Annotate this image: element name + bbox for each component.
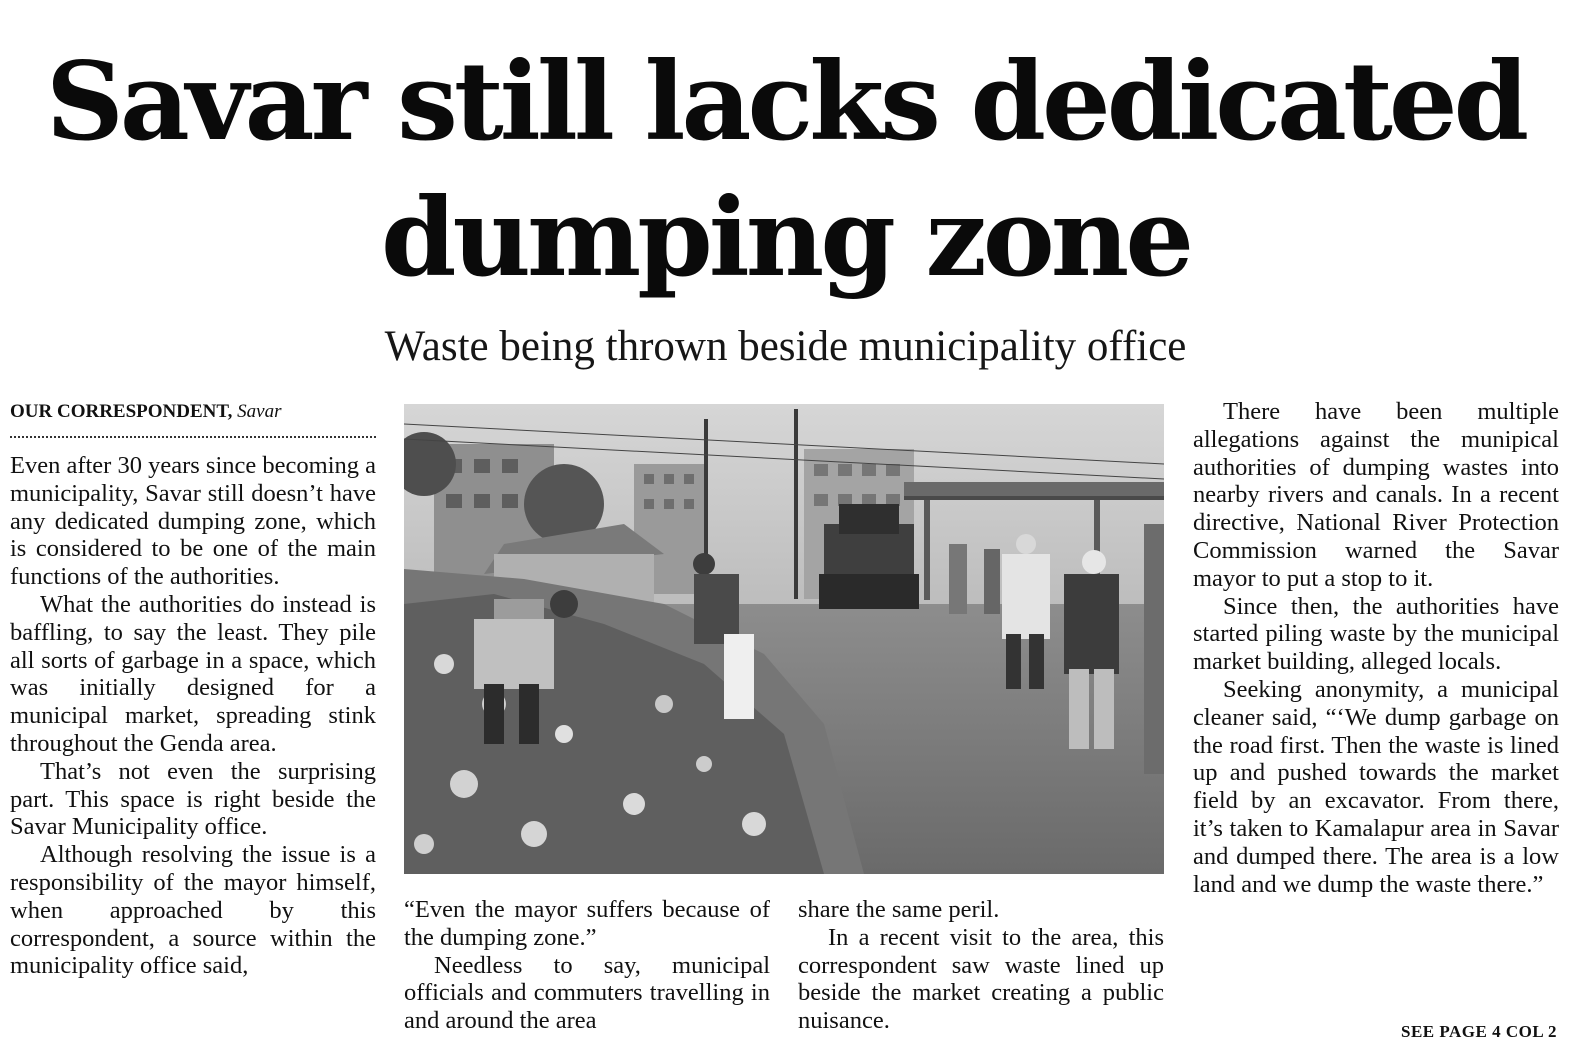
paragraph: Seeking anonymity, a municipal cleaner said, “‘We dump garbage on the road first. Then the waste is lined up and pushed towards the market field by an excavator. From there, it’s taken to Kamalapur area in Savar and dumped there. The area is a low land and we dump the waste there.” (1193, 675, 1559, 898)
article-column-1 (10, 452, 376, 1042)
article-column-2 (404, 896, 770, 1042)
byline-author: OUR CORRESPONDENT, (10, 401, 233, 422)
byline-place: Savar (237, 401, 282, 422)
paragraph: Since then, the authorities have started piling waste by the municipal market building, alleged locals. (1193, 592, 1559, 676)
headline: Savar still lacks dedicated dumping zone (45, 39, 1526, 301)
paragraph: “Even the mayor suffers because of the dumping zone.” (404, 896, 770, 951)
article-column-4 (1193, 398, 1559, 1013)
paragraph: Needless to say, municipal officials and commuters travelling in and around the area (404, 951, 770, 1035)
paragraph: In a recent visit to the area, this correspondent saw waste lined up beside the market creating a public nuisance. (798, 923, 1164, 1035)
paragraph: That’s not even the surprising part. This space is right beside the Savar Municipality office. (10, 757, 376, 841)
paragraph: What the authorities do instead is baffling, to say the least. They pile all sorts of garbage in a space, which was initially designed for a municipal market, spreading stink throughout the Genda area. (10, 590, 376, 757)
news-photo-garbage-dump (404, 404, 1164, 874)
deck-subheadline: Waste being thrown beside municipality office (384, 323, 1187, 370)
article-column-3 (798, 896, 1164, 1042)
paragraph: share the same peril. (798, 896, 1000, 923)
photo-illustration (404, 404, 1164, 874)
byline (10, 398, 376, 438)
paragraph: There have been multiple allegations against the munipical authorities of dumping wastes into nearby rivers and canals. In a recent directive, National River Protection Commission warned the Savar mayor to put a stop to it. (1193, 398, 1559, 592)
paragraph: Although resolving the issue is a responsibility of the mayor himself, when approached by this correspondent, a source within the municipality office said, (10, 841, 376, 980)
continuation-jump-line: SEE PAGE 4 COL 2 (1401, 1022, 1557, 1041)
paragraph: Even after 30 years since becoming a municipality, Savar still doesn’t have any dedicated dumping zone, which is considered to be one of the main functions of the authorities. (10, 452, 376, 591)
